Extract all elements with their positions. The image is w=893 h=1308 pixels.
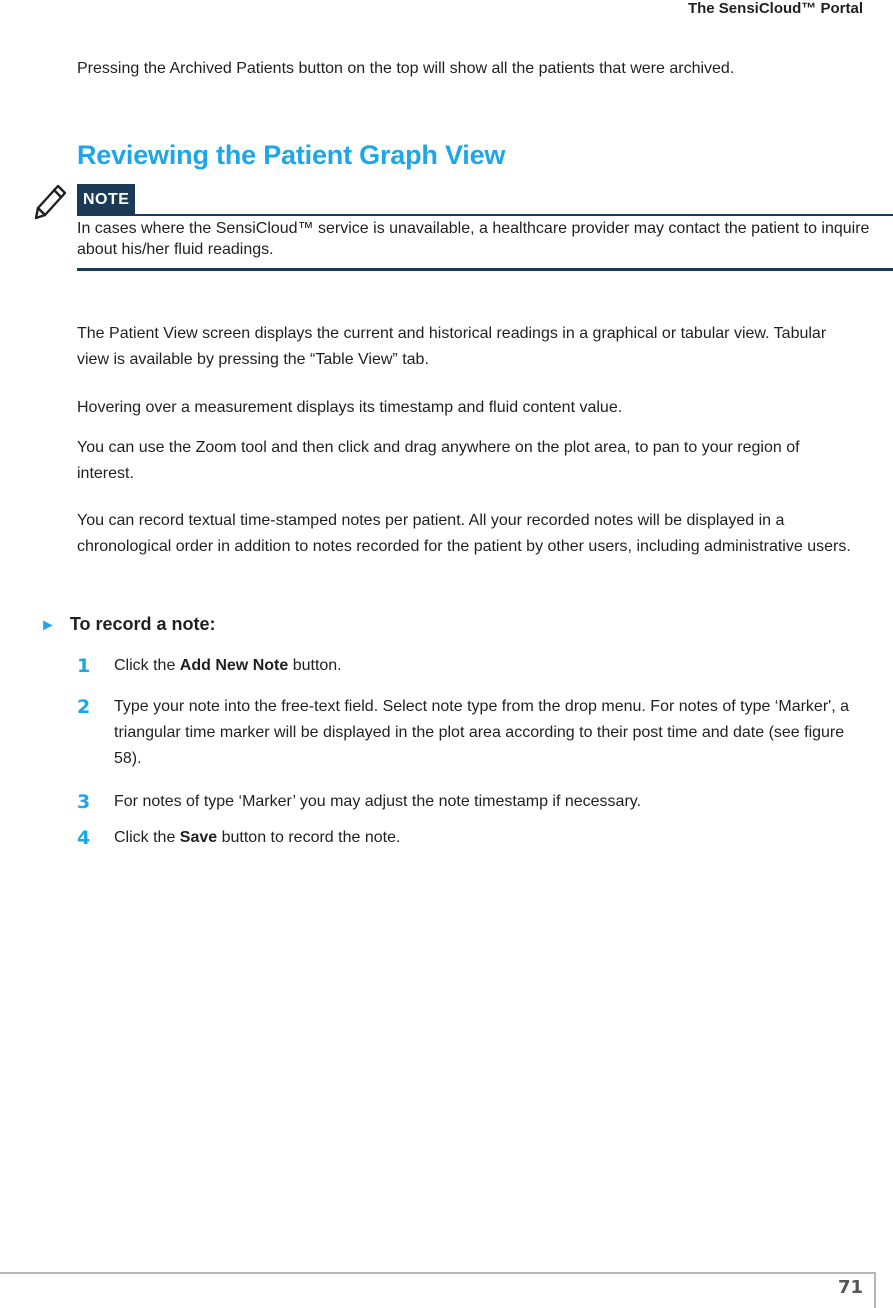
body-paragraph-4: You can record textual time-stamped notes per patient. All your recorded notes will be displayed in a chronological order in addition to notes recorded for the patient by other users, including administrative users. xyxy=(77,512,851,555)
procedure-title: To record a note: xyxy=(69,614,216,634)
procedure-heading xyxy=(40,614,216,635)
note-top-rule xyxy=(77,214,893,216)
section-heading: Reviewing the Patient Graph View xyxy=(77,140,506,170)
step-text: Type your note into the free-text field. Select note type from the drop menu. For notes of type ‘Marker', a triangular time marker will be displayed in the plot area according to their post time and date (see figure 58). xyxy=(114,698,849,767)
note-bottom-rule xyxy=(77,268,893,271)
body-paragraph-3: You can use the Zoom tool and then click and drag anywhere on the plot area, to pan to your region of interest. xyxy=(77,439,800,482)
body-paragraph-1: The Patient View screen displays the current and historical readings in a graphical or tabular view. Tabular view is available by pressing the “Table View” tab. xyxy=(77,325,827,368)
note-text: In cases where the SensiCloud™ service is unavailable, a healthcare provider may contact the patient to inquire about his/her fluid readings. xyxy=(77,220,870,258)
step-number: 2 xyxy=(77,696,91,718)
step-text: For notes of type ‘Marker’ you may adjust the note timestamp if necessary. xyxy=(114,793,642,810)
body-paragraph-2: Hovering over a measurement displays its timestamp and fluid content value. xyxy=(77,399,623,416)
footer-rule xyxy=(0,1272,874,1274)
footer-divider xyxy=(874,1272,876,1308)
button-reference: Add New Note xyxy=(179,657,289,674)
arrow-right-icon: ► xyxy=(40,617,56,634)
running-header: The SensiCloud™ Portal xyxy=(687,0,863,17)
step-text: Click the Save button to record the note. xyxy=(114,829,401,846)
step-number: 4 xyxy=(77,827,91,849)
intro-paragraph: Pressing the Archived Patients button on the top will show all the patients that were archived. xyxy=(77,60,735,77)
note-badge: NOTE xyxy=(77,184,135,215)
page-number: 71 xyxy=(837,1277,863,1298)
step-number: 1 xyxy=(77,655,91,677)
button-reference: Save xyxy=(179,829,218,846)
step-number: 3 xyxy=(77,791,91,813)
pencil-icon xyxy=(28,180,68,224)
step-text: Click the Add New Note button. xyxy=(114,657,342,674)
